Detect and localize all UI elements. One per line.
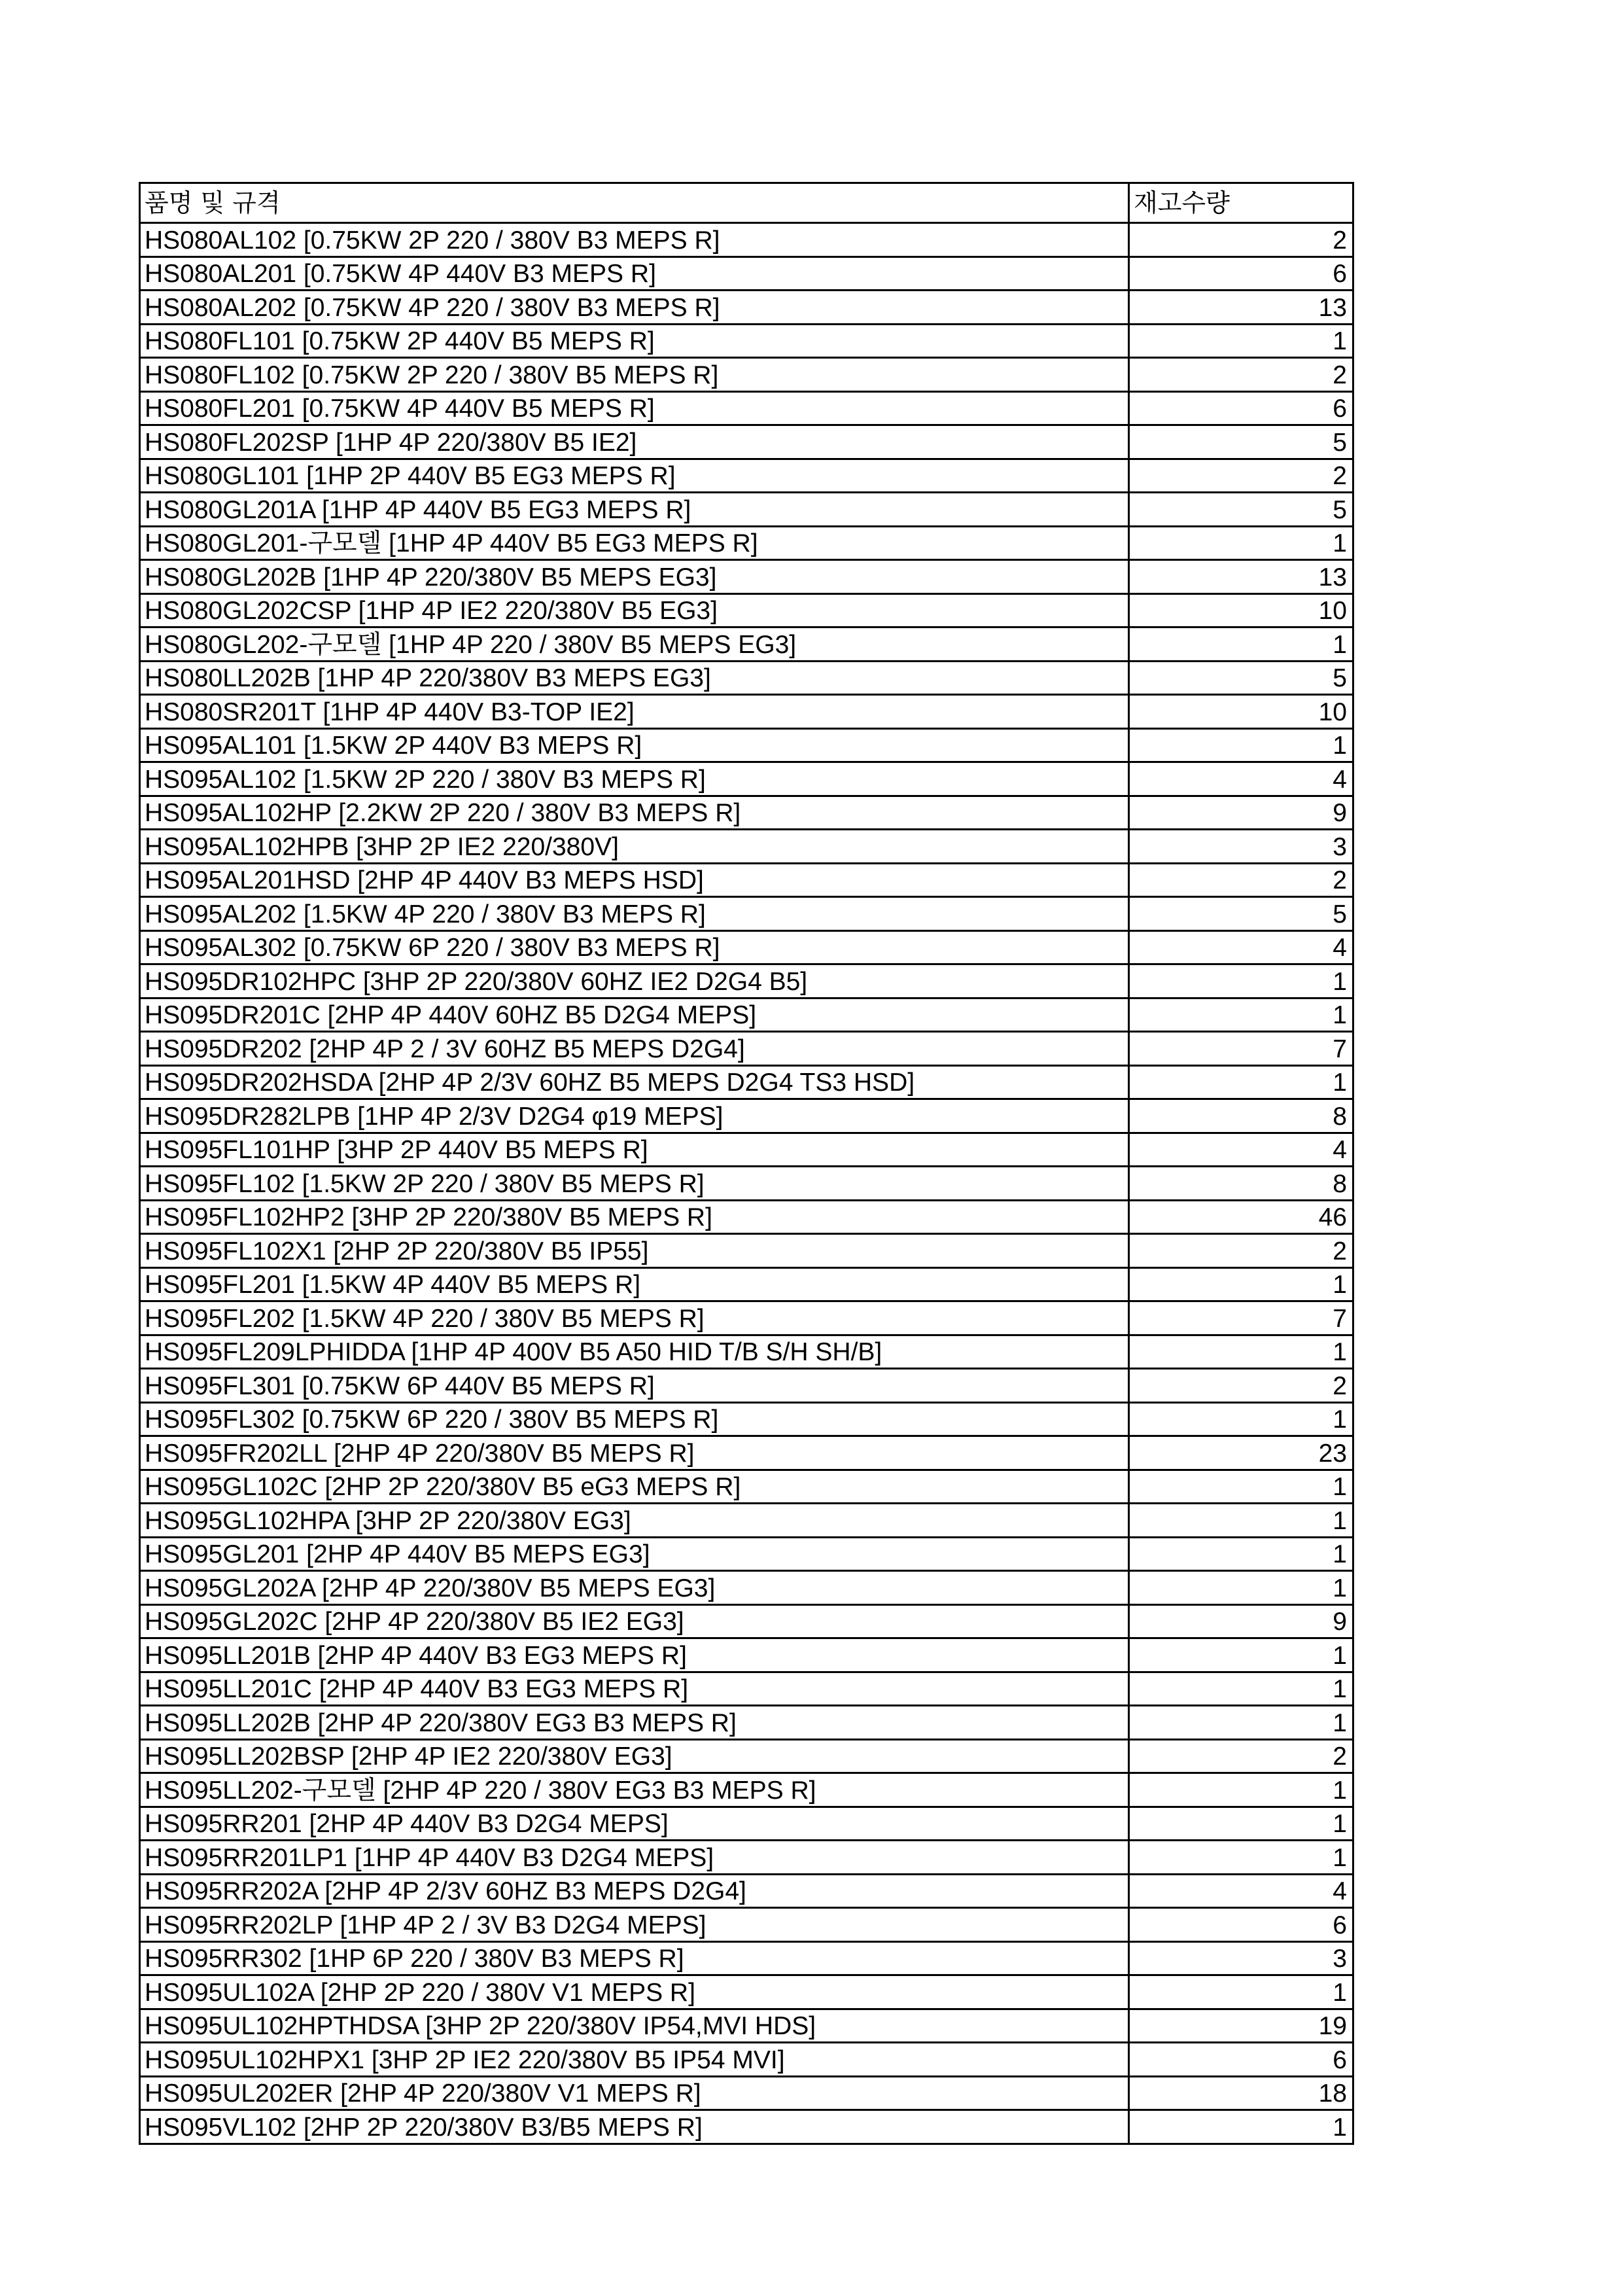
stock-quantity-cell: 2	[1129, 223, 1353, 257]
stock-quantity-cell: 1	[1129, 1841, 1353, 1875]
table-body	[140, 223, 1353, 2144]
stock-quantity-cell: 1	[1129, 1571, 1353, 1605]
table-row	[140, 1975, 1353, 2009]
stock-quantity-cell: 1	[1129, 1672, 1353, 1706]
product-name-cell: HS080FL201 [0.75KW 4P 440V B5 MEPS R]	[140, 391, 1129, 425]
stock-quantity-cell: 1	[1129, 1807, 1353, 1841]
stock-quantity-cell: 1	[1129, 627, 1353, 662]
product-name-cell: HS095FL202 [1.5KW 4P 220 / 380V B5 MEPS R]	[140, 1301, 1129, 1335]
table-row	[140, 1133, 1353, 1167]
table-row	[140, 695, 1353, 729]
stock-quantity-cell: 13	[1129, 291, 1353, 325]
stock-quantity-cell: 1	[1129, 1638, 1353, 1672]
product-name-cell: HS095LL201B [2HP 4P 440V B3 EG3 MEPS R]	[140, 1638, 1129, 1672]
column-header-qty: 재고수량	[1129, 183, 1353, 223]
stock-quantity-cell: 9	[1129, 796, 1353, 830]
inventory-table	[139, 182, 1354, 2145]
product-name-cell: HS095LL202B [2HP 4P 220/380V EG3 B3 MEPS R]	[140, 1706, 1129, 1740]
stock-quantity-cell: 1	[1129, 1706, 1353, 1740]
table-row	[140, 863, 1353, 897]
table-row	[140, 661, 1353, 695]
table-row	[140, 2009, 1353, 2043]
table-row	[140, 627, 1353, 662]
stock-quantity-cell: 9	[1129, 1604, 1353, 1638]
product-name-cell: HS095GL202C [2HP 4P 220/380V B5 IE2 EG3]	[140, 1604, 1129, 1638]
table-row	[140, 1200, 1353, 1234]
stock-quantity-cell: 2	[1129, 1234, 1353, 1268]
product-name-cell: HS080GL202-구모델 [1HP 4P 220 / 380V B5 MEPS EG3]	[140, 627, 1129, 662]
table-row	[140, 2110, 1353, 2144]
table-row	[140, 1773, 1353, 1807]
product-name-cell: HS095AL102HPB [3HP 2P IE2 220/380V]	[140, 830, 1129, 864]
stock-quantity-cell: 6	[1129, 2043, 1353, 2077]
stock-quantity-cell: 1	[1129, 1267, 1353, 1301]
stock-quantity-cell: 1	[1129, 1065, 1353, 1099]
table-row	[140, 291, 1353, 325]
table-row	[140, 1604, 1353, 1638]
stock-quantity-cell: 1	[1129, 1470, 1353, 1504]
stock-quantity-cell: 6	[1129, 256, 1353, 291]
product-name-cell: HS080GL101 [1HP 2P 440V B5 EG3 MEPS R]	[140, 459, 1129, 493]
product-name-cell: HS080LL202B [1HP 4P 220/380V B3 MEPS EG3]	[140, 661, 1129, 695]
table-row	[140, 1706, 1353, 1740]
product-name-cell: HS080GL201-구모델 [1HP 4P 440V B5 EG3 MEPS R]	[140, 526, 1129, 560]
product-name-cell: HS095VL102 [2HP 2P 220/380V B3/B5 MEPS R]	[140, 2110, 1129, 2144]
product-name-cell: HS095FL209LPHIDDA [1HP 4P 400V B5 A50 HID T/B S/H SH/B]	[140, 1335, 1129, 1369]
table-row	[140, 897, 1353, 931]
table-header-row	[140, 183, 1353, 223]
stock-quantity-cell: 3	[1129, 1941, 1353, 1975]
product-name-cell: HS095AL102 [1.5KW 2P 220 / 380V B3 MEPS R]	[140, 762, 1129, 796]
product-name-cell: HS095FL302 [0.75KW 6P 220 / 380V B5 MEPS R]	[140, 1402, 1129, 1436]
stock-quantity-cell: 4	[1129, 762, 1353, 796]
stock-quantity-cell: 3	[1129, 830, 1353, 864]
product-name-cell: HS095AL202 [1.5KW 4P 220 / 380V B3 MEPS R]	[140, 897, 1129, 931]
product-name-cell: HS095AL101 [1.5KW 2P 440V B3 MEPS R]	[140, 728, 1129, 762]
stock-quantity-cell: 1	[1129, 964, 1353, 998]
product-name-cell: HS095AL102HP [2.2KW 2P 220 / 380V B3 MEPS R]	[140, 796, 1129, 830]
table-row	[140, 2043, 1353, 2077]
table-row	[140, 493, 1353, 527]
stock-quantity-cell: 13	[1129, 560, 1353, 594]
product-name-cell: HS095DR202 [2HP 4P 2 / 3V 60HZ B5 MEPS D2G4]	[140, 1032, 1129, 1066]
product-name-cell: HS080FL101 [0.75KW 2P 440V B5 MEPS R]	[140, 324, 1129, 358]
stock-quantity-cell: 1	[1129, 324, 1353, 358]
product-name-cell: HS095GL201 [2HP 4P 440V B5 MEPS EG3]	[140, 1537, 1129, 1571]
table-row	[140, 526, 1353, 560]
stock-quantity-cell: 1	[1129, 728, 1353, 762]
table-row	[140, 1874, 1353, 1908]
stock-quantity-cell: 10	[1129, 695, 1353, 729]
table-row	[140, 1638, 1353, 1672]
stock-quantity-cell: 10	[1129, 593, 1353, 627]
product-name-cell: HS095RR201LP1 [1HP 4P 440V B3 D2G4 MEPS]	[140, 1841, 1129, 1875]
table-row	[140, 1672, 1353, 1706]
product-name-cell: HS095LL202BSP [2HP 4P IE2 220/380V EG3]	[140, 1739, 1129, 1773]
product-name-cell: HS095FL201 [1.5KW 4P 440V B5 MEPS R]	[140, 1267, 1129, 1301]
stock-quantity-cell: 46	[1129, 1200, 1353, 1234]
product-name-cell: HS095FL301 [0.75KW 6P 440V B5 MEPS R]	[140, 1369, 1129, 1403]
table-row	[140, 762, 1353, 796]
table-row	[140, 1807, 1353, 1841]
stock-quantity-cell: 1	[1129, 1335, 1353, 1369]
table-row	[140, 1537, 1353, 1571]
table-row	[140, 1571, 1353, 1605]
stock-quantity-cell: 1	[1129, 2110, 1353, 2144]
stock-quantity-cell: 18	[1129, 2076, 1353, 2110]
product-name-cell: HS095AL302 [0.75KW 6P 220 / 380V B3 MEPS R]	[140, 930, 1129, 964]
stock-quantity-cell: 6	[1129, 391, 1353, 425]
table-row	[140, 796, 1353, 830]
table-row	[140, 1941, 1353, 1975]
table-row	[140, 1841, 1353, 1875]
product-name-cell: HS095UL202ER [2HP 4P 220/380V V1 MEPS R]	[140, 2076, 1129, 2110]
table-row	[140, 391, 1353, 425]
stock-quantity-cell: 2	[1129, 1369, 1353, 1403]
table-row	[140, 1167, 1353, 1201]
table-row	[140, 1301, 1353, 1335]
stock-quantity-cell: 23	[1129, 1436, 1353, 1470]
stock-quantity-cell: 1	[1129, 526, 1353, 560]
product-name-cell: HS095RR302 [1HP 6P 220 / 380V B3 MEPS R]	[140, 1941, 1129, 1975]
table-row	[140, 324, 1353, 358]
table-row	[140, 593, 1353, 627]
table-row	[140, 830, 1353, 864]
table-row	[140, 1369, 1353, 1403]
product-name-cell: HS080GL201A [1HP 4P 440V B5 EG3 MEPS R]	[140, 493, 1129, 527]
product-name-cell: HS080GL202CSP [1HP 4P IE2 220/380V B5 EG3]	[140, 593, 1129, 627]
table-row	[140, 425, 1353, 459]
table-row	[140, 1032, 1353, 1066]
product-name-cell: HS095FL102 [1.5KW 2P 220 / 380V B5 MEPS R]	[140, 1167, 1129, 1201]
product-name-cell: HS095AL201HSD [2HP 4P 440V B3 MEPS HSD]	[140, 863, 1129, 897]
table-row	[140, 256, 1353, 291]
product-name-cell: HS095DR282LPB [1HP 4P 2/3V D2G4 φ19 MEPS]	[140, 1099, 1129, 1133]
product-name-cell: HS095GL102HPA [3HP 2P 220/380V EG3]	[140, 1504, 1129, 1538]
stock-quantity-cell: 2	[1129, 358, 1353, 392]
product-name-cell: HS080SR201T [1HP 4P 440V B3-TOP IE2]	[140, 695, 1129, 729]
product-name-cell: HS080FL202SP [1HP 4P 220/380V B5 IE2]	[140, 425, 1129, 459]
table-row	[140, 560, 1353, 594]
product-name-cell: HS095FL102X1 [2HP 2P 220/380V B5 IP55]	[140, 1234, 1129, 1268]
product-name-cell: HS080GL202B [1HP 4P 220/380V B5 MEPS EG3]	[140, 560, 1129, 594]
stock-quantity-cell: 4	[1129, 1874, 1353, 1908]
product-name-cell: HS080AL202 [0.75KW 4P 220 / 380V B3 MEPS R]	[140, 291, 1129, 325]
stock-quantity-cell: 1	[1129, 1402, 1353, 1436]
stock-quantity-cell: 2	[1129, 459, 1353, 493]
stock-quantity-cell: 5	[1129, 493, 1353, 527]
table-row	[140, 998, 1353, 1032]
table-row	[140, 1267, 1353, 1301]
product-name-cell: HS095FR202LL [2HP 4P 220/380V B5 MEPS R]	[140, 1436, 1129, 1470]
stock-quantity-cell: 5	[1129, 661, 1353, 695]
table-row	[140, 1335, 1353, 1369]
stock-quantity-cell: 6	[1129, 1908, 1353, 1942]
stock-quantity-cell: 1	[1129, 1975, 1353, 2009]
stock-quantity-cell: 5	[1129, 425, 1353, 459]
product-name-cell: HS095DR202HSDA [2HP 4P 2/3V 60HZ B5 MEPS D2G4 TS3 HSD]	[140, 1065, 1129, 1099]
table-row	[140, 2076, 1353, 2110]
stock-quantity-cell: 7	[1129, 1032, 1353, 1066]
table-row	[140, 964, 1353, 998]
product-name-cell: HS095DR102HPC [3HP 2P 220/380V 60HZ IE2 D2G4 B5]	[140, 964, 1129, 998]
stock-quantity-cell: 1	[1129, 998, 1353, 1032]
stock-quantity-cell: 2	[1129, 863, 1353, 897]
stock-quantity-cell: 8	[1129, 1167, 1353, 1201]
product-name-cell: HS095LL202-구모델 [2HP 4P 220 / 380V EG3 B3 MEPS R]	[140, 1773, 1129, 1807]
table-row	[140, 1908, 1353, 1942]
product-name-cell: HS080AL102 [0.75KW 2P 220 / 380V B3 MEPS R]	[140, 223, 1129, 257]
stock-quantity-cell: 7	[1129, 1301, 1353, 1335]
column-header-name: 품명 및 규격	[140, 183, 1129, 223]
product-name-cell: HS080FL102 [0.75KW 2P 220 / 380V B5 MEPS R]	[140, 358, 1129, 392]
product-name-cell: HS095GL102C [2HP 2P 220/380V B5 eG3 MEPS R]	[140, 1470, 1129, 1504]
table-row	[140, 1739, 1353, 1773]
table-row	[140, 1099, 1353, 1133]
table-row	[140, 1470, 1353, 1504]
stock-quantity-cell: 19	[1129, 2009, 1353, 2043]
stock-quantity-cell: 8	[1129, 1099, 1353, 1133]
table-row	[140, 1065, 1353, 1099]
table-row	[140, 459, 1353, 493]
table-row	[140, 728, 1353, 762]
product-name-cell: HS095LL201C [2HP 4P 440V B3 EG3 MEPS R]	[140, 1672, 1129, 1706]
table-row	[140, 1504, 1353, 1538]
stock-quantity-cell: 4	[1129, 930, 1353, 964]
product-name-cell: HS095RR202LP [1HP 4P 2 / 3V B3 D2G4 MEPS]	[140, 1908, 1129, 1942]
product-name-cell: HS095RR202A [2HP 4P 2/3V 60HZ B3 MEPS D2G4]	[140, 1874, 1129, 1908]
table-row	[140, 358, 1353, 392]
stock-quantity-cell: 1	[1129, 1537, 1353, 1571]
table-row	[140, 1436, 1353, 1470]
table-row	[140, 1234, 1353, 1268]
table-row	[140, 1402, 1353, 1436]
product-name-cell: HS095RR201 [2HP 4P 440V B3 D2G4 MEPS]	[140, 1807, 1129, 1841]
stock-quantity-cell: 4	[1129, 1133, 1353, 1167]
product-name-cell: HS095GL202A [2HP 4P 220/380V B5 MEPS EG3]	[140, 1571, 1129, 1605]
product-name-cell: HS095FL101HP [3HP 2P 440V B5 MEPS R]	[140, 1133, 1129, 1167]
product-name-cell: HS080AL201 [0.75KW 4P 440V B3 MEPS R]	[140, 256, 1129, 291]
product-name-cell: HS095UL102A [2HP 2P 220 / 380V V1 MEPS R]	[140, 1975, 1129, 2009]
stock-quantity-cell: 5	[1129, 897, 1353, 931]
product-name-cell: HS095DR201C [2HP 4P 440V 60HZ B5 D2G4 MEPS]	[140, 998, 1129, 1032]
table-row	[140, 223, 1353, 257]
product-name-cell: HS095UL102HPX1 [3HP 2P IE2 220/380V B5 IP54 MVI]	[140, 2043, 1129, 2077]
stock-quantity-cell: 1	[1129, 1773, 1353, 1807]
product-name-cell: HS095UL102HPTHDSA [3HP 2P 220/380V IP54,MVI HDS]	[140, 2009, 1129, 2043]
stock-quantity-cell: 2	[1129, 1739, 1353, 1773]
table-row	[140, 930, 1353, 964]
product-name-cell: HS095FL102HP2 [3HP 2P 220/380V B5 MEPS R]	[140, 1200, 1129, 1234]
stock-quantity-cell: 1	[1129, 1504, 1353, 1538]
